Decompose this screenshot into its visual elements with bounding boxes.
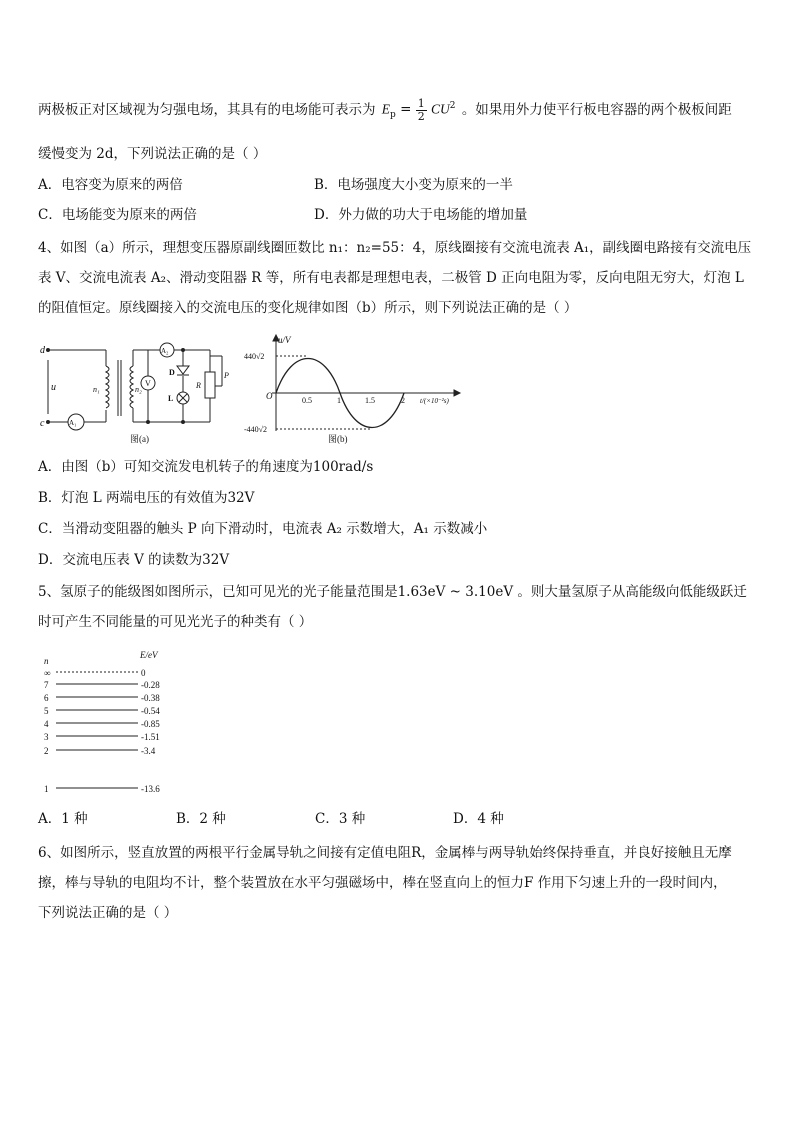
q3-line1-post: 。如果用外力使平行板电容器的两个极板间距: [461, 102, 732, 119]
label-a2: A₂: [161, 347, 169, 355]
caption-fig-b: 图(b): [328, 434, 348, 444]
q6-line3: 下列说法正确的是（ ）: [38, 905, 178, 921]
label-n2: n₂: [135, 385, 142, 394]
energy-level-value: -0.28: [141, 680, 160, 690]
energy-level-n: 5: [44, 706, 49, 716]
ep-formula: [382, 96, 456, 125]
formula-cu: CU: [431, 101, 450, 117]
label-c: c: [40, 418, 45, 429]
q4-option-c: C．当滑动变阻器的触头 P 向下滑动时，电流表 A₂ 示数增大，A₁ 示数减小: [38, 521, 488, 537]
energy-n-header: n: [44, 656, 49, 666]
energy-level-value: -13.6: [141, 784, 160, 794]
q6-line2: 擦，棒与导轨的电阻均不计，整个装置放在水平匀强磁场中，棒在竖直向上的恒力F 作用下匀速上升的一段时间内，: [38, 875, 727, 891]
q4-option-a: A．由图（b）可知交流发电机转子的角速度为100rad/s: [38, 459, 374, 475]
energy-level-value: 0: [141, 668, 146, 678]
label-v: V: [145, 379, 151, 388]
caption-fig-a: 图(a): [130, 434, 149, 444]
formula-num: 1: [417, 96, 425, 110]
q4-line3: 的阻值恒定。原线圈接入的交流电压的变化规律如图（b）所示，则下列说法正确的是（ ）: [38, 300, 578, 316]
label-diode: D: [169, 368, 175, 377]
energy-level-value: -1.51: [141, 732, 160, 742]
energy-level-value: -0.85: [141, 719, 160, 729]
q4-line1: 4、如图（a）所示，理想变压器原副线圈匝数比 n₁：n₂=55：4，原线圈接有交流电流表 A₁，副线圈电路接有交流电压: [38, 240, 752, 256]
q4-option-d: D．交流电压表 V 的读数为32V: [38, 552, 230, 568]
q3-option-a: A．电容变为原来的两倍: [38, 177, 183, 193]
q4-option-b: B．灯泡 L 两端电压的有效值为32V: [38, 490, 255, 506]
q6-line1: 6、如图所示，竖直放置的两根平行金属导轨之间接有定值电阻R，金属棒与两导轨始终保持垂直，并良好接触且无摩: [38, 845, 732, 861]
diode-icon: [177, 366, 189, 374]
q5-line2: 时可产生不同能量的可见光光子的种类有（ ）: [38, 614, 313, 630]
label-n1: n₁: [93, 385, 100, 394]
fig-b-origin-label: O: [266, 391, 273, 401]
waveform-figure-b: [244, 333, 466, 445]
label-r: R: [196, 381, 201, 390]
formula-sup: 2: [449, 101, 456, 111]
q4-line2: 表 V、交流电流表 A₂、滑动变阻器 R 等，所有电表都是理想电表，二极管 D 正向电阻为零，反向电阻无穷大，灯泡 L: [38, 270, 744, 286]
fig-b-xtick-2: 1.5: [365, 396, 375, 405]
q3-option-d: D．外力做的功大于电场能的增加量: [314, 207, 528, 223]
energy-level-value: -0.38: [141, 693, 160, 703]
q3-option-c: C．电场能变为原来的两倍: [38, 207, 197, 223]
energy-level-n: 4: [44, 719, 49, 729]
energy-level-value: -3.4: [141, 746, 156, 756]
energy-level-value: -0.54: [141, 706, 160, 716]
q5-option-a: A．1 种: [38, 811, 88, 827]
fig-b-y-bottom-label: -440√2: [244, 425, 268, 434]
q3-option-b: B．电场强度大小变为原来的一半: [314, 177, 513, 193]
circuit-figure-a: [38, 338, 238, 446]
energy-level-n: ∞: [44, 668, 51, 678]
q5-option-b: B．2 种: [176, 811, 226, 827]
q3-line1-pre: 两极板正对区域视为匀强电场，其具有的电场能可表示为: [38, 102, 376, 119]
formula-eq: =: [400, 101, 412, 118]
energy-e-header: E/eV: [140, 650, 158, 660]
fig-b-y-top-label: 440√2: [244, 352, 265, 361]
formula-den: 2: [417, 109, 425, 123]
energy-level-diagram: [38, 646, 188, 798]
energy-level-n: 2: [44, 746, 49, 756]
q3-line2: 缓慢变为 2d，下列说法正确的是（ ）: [38, 146, 267, 162]
fig-b-x-axis-label: t/(×10⁻²s): [420, 397, 449, 405]
q5-option-d: D．4 种: [453, 811, 504, 827]
label-lamp: L: [168, 394, 174, 403]
formula-sub: p: [390, 110, 396, 121]
q5-line1: 5、氢原子的能级图如图所示，已知可见光的光子能量范围是1.63eV ~ 3.10eV 。则大量氢原子从高能级向低能级跃迁: [38, 584, 747, 600]
label-d: d: [40, 345, 45, 356]
energy-level-n: 7: [44, 680, 49, 690]
fig-b-xtick-0: 0.5: [302, 396, 312, 405]
energy-level-n: 1: [44, 784, 49, 794]
label-u: u: [51, 382, 56, 393]
q3-line1: [38, 96, 756, 125]
energy-level-n: 6: [44, 693, 49, 703]
energy-level-n: 3: [44, 732, 49, 742]
fig-b-y-axis-label: u/V: [278, 335, 291, 345]
label-a1: A₁: [69, 419, 77, 427]
label-p: P: [224, 371, 229, 380]
fig-b-xtick-1: 1: [337, 396, 341, 405]
formula-ep: E: [381, 101, 391, 117]
fig-b-xtick-3: 2: [401, 396, 405, 405]
formula-fraction: [416, 98, 427, 123]
q5-option-c: C．3 种: [315, 811, 366, 827]
